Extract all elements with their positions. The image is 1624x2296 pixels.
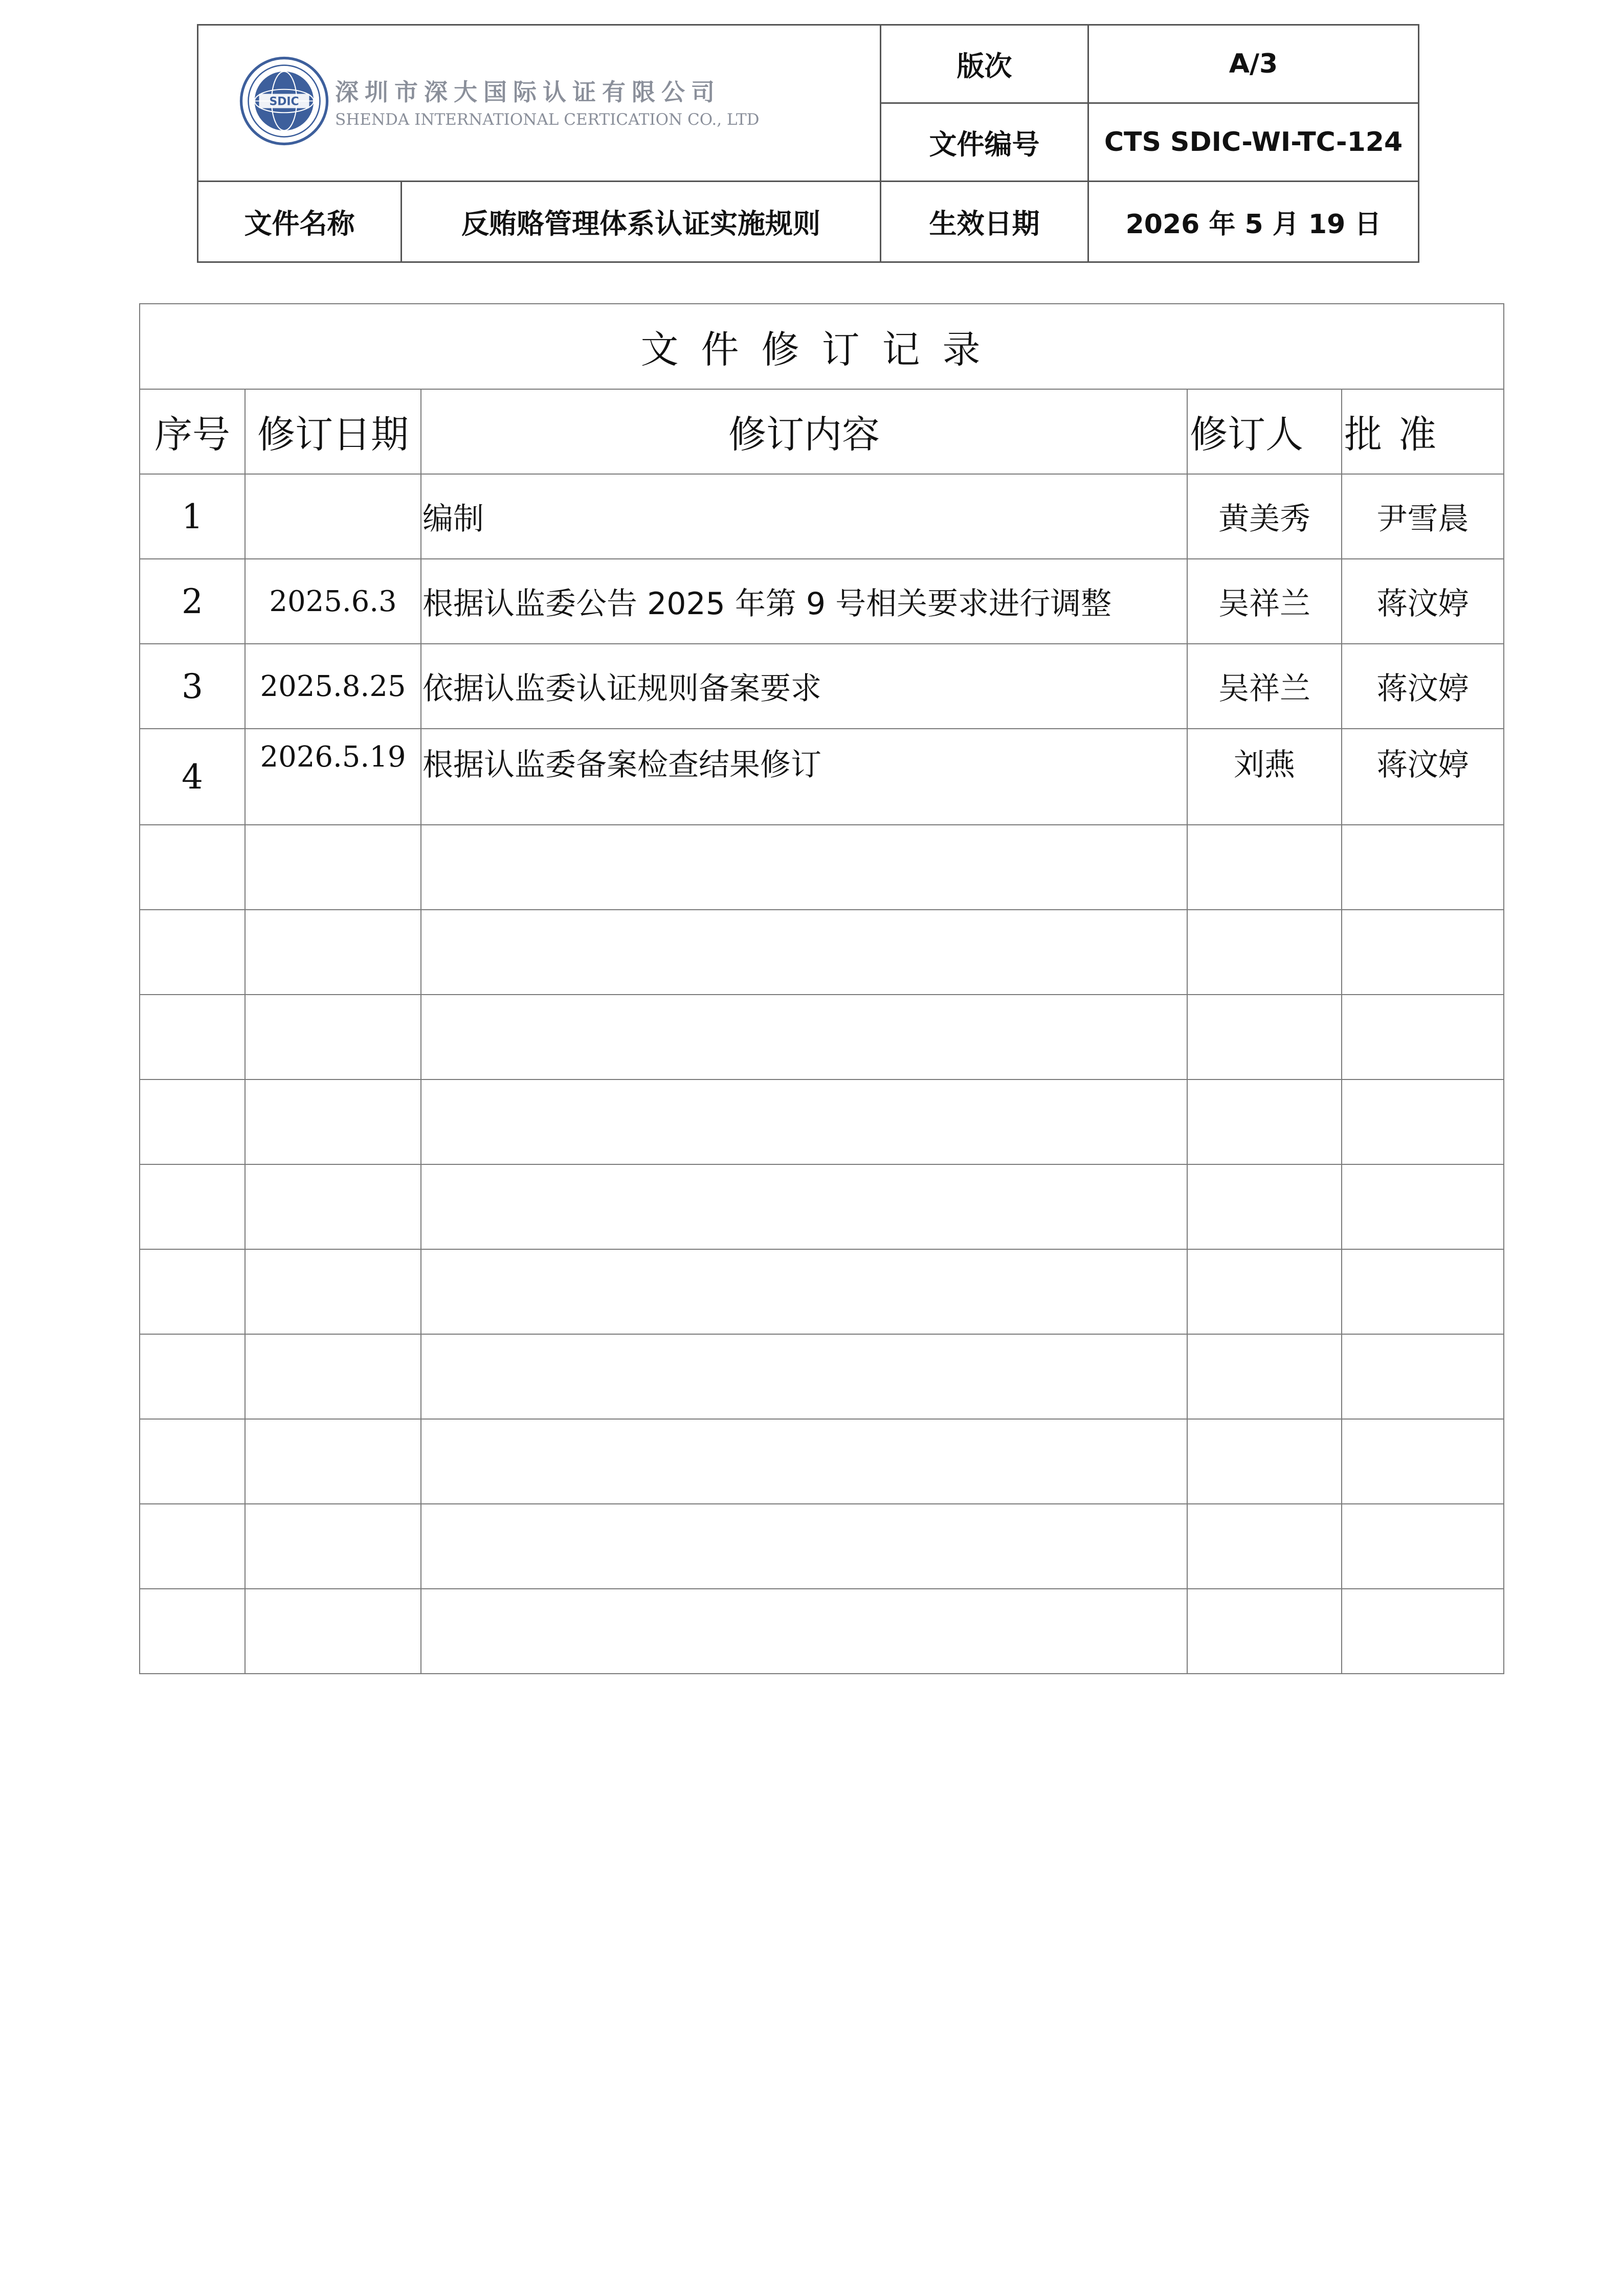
- row-reviser: 刘燕: [1187, 729, 1342, 825]
- row-reviser: 吴祥兰: [1187, 644, 1342, 729]
- row-content: 根据认监委备案检查结果修订: [421, 729, 1187, 825]
- table-row-empty: [140, 1334, 1504, 1419]
- row-date: [245, 1589, 421, 1674]
- row-date: [245, 1164, 421, 1249]
- table-row-empty: [140, 995, 1504, 1079]
- row-content: [421, 995, 1187, 1079]
- table-row: [140, 644, 1504, 729]
- row-reviser: [1187, 1589, 1342, 1674]
- table-row-empty: [140, 825, 1504, 910]
- column-header-date: 修订日期: [245, 389, 421, 474]
- row-approver: [1342, 825, 1504, 910]
- row-reviser: [1187, 1079, 1342, 1164]
- row-date: [245, 1504, 421, 1589]
- row-seq: 3: [140, 644, 245, 729]
- column-header-approver: 批准: [1342, 389, 1504, 474]
- company-name-cn: 深圳市深大国际认证有限公司: [335, 78, 721, 106]
- table-row-empty: [140, 910, 1504, 995]
- row-reviser: [1187, 1419, 1342, 1504]
- row-approver: [1342, 910, 1504, 995]
- table-row: [140, 474, 1504, 559]
- row-content: [421, 825, 1187, 910]
- doc-number-label: 文件编号: [881, 103, 1088, 182]
- row-content: 编制: [421, 474, 1187, 559]
- table-row-empty: [140, 1504, 1504, 1589]
- row-approver: 蒋汶婷: [1342, 559, 1504, 644]
- row-seq: [140, 1419, 245, 1504]
- row-content: [421, 1249, 1187, 1334]
- row-date: [245, 1079, 421, 1164]
- row-reviser: 吴祥兰: [1187, 559, 1342, 644]
- table-row: [140, 559, 1504, 644]
- document-header-table: [197, 24, 1419, 263]
- row-content: [421, 1164, 1187, 1249]
- row-seq: [140, 1589, 245, 1674]
- row-reviser: [1187, 1504, 1342, 1589]
- revision-record-title: 文件修订记录: [140, 304, 1504, 389]
- row-seq: [140, 1164, 245, 1249]
- table-row-empty: [140, 1164, 1504, 1249]
- row-date: [245, 825, 421, 910]
- version-label: 版次: [881, 25, 1088, 103]
- table-row-empty: [140, 1079, 1504, 1164]
- table-row: [140, 729, 1504, 825]
- table-row-empty: [140, 1419, 1504, 1504]
- row-approver: [1342, 1589, 1504, 1674]
- row-approver: [1342, 1334, 1504, 1419]
- row-date: [245, 474, 421, 559]
- row-approver: [1342, 1164, 1504, 1249]
- row-date: 2025.8.25: [245, 644, 421, 729]
- row-approver: [1342, 1079, 1504, 1164]
- logo-text: SDIC: [269, 95, 299, 108]
- row-seq: 2: [140, 559, 245, 644]
- row-reviser: [1187, 1334, 1342, 1419]
- row-date: [245, 995, 421, 1079]
- row-approver: [1342, 1504, 1504, 1589]
- doc-name-value: 反贿赂管理体系认证实施规则: [402, 182, 881, 262]
- row-seq: [140, 910, 245, 995]
- row-content: [421, 1334, 1187, 1419]
- row-reviser: [1187, 1249, 1342, 1334]
- row-seq: [140, 825, 245, 910]
- company-logo: [239, 56, 760, 146]
- effective-date-label: 生效日期: [881, 182, 1088, 262]
- version-value: A/3: [1088, 25, 1419, 103]
- row-reviser: [1187, 995, 1342, 1079]
- row-date: [245, 1419, 421, 1504]
- row-reviser: [1187, 1164, 1342, 1249]
- row-content: 依据认监委认证规则备案要求: [421, 644, 1187, 729]
- company-logo-cell: [198, 25, 881, 182]
- column-header-reviser: 修订人: [1187, 389, 1342, 474]
- row-seq: [140, 995, 245, 1079]
- row-content: [421, 910, 1187, 995]
- row-content: [421, 1079, 1187, 1164]
- company-seal-icon: [239, 56, 329, 146]
- row-seq: 1: [140, 474, 245, 559]
- row-seq: [140, 1504, 245, 1589]
- row-seq: [140, 1079, 245, 1164]
- row-content: [421, 1504, 1187, 1589]
- row-approver: 蒋汶婷: [1342, 729, 1504, 825]
- row-approver: 蒋汶婷: [1342, 644, 1504, 729]
- row-reviser: 黄美秀: [1187, 474, 1342, 559]
- row-seq: 4: [140, 729, 245, 825]
- column-header-content: 修订内容: [421, 389, 1187, 474]
- row-content: 根据认监委公告 2025 年第 9 号相关要求进行调整: [421, 559, 1187, 644]
- row-approver: [1342, 995, 1504, 1079]
- doc-name-label: 文件名称: [198, 182, 402, 262]
- row-seq: [140, 1334, 245, 1419]
- doc-number-value: CTS SDIC-WI-TC-124: [1088, 103, 1419, 182]
- table-row-empty: [140, 1589, 1504, 1674]
- effective-date-value: 2026 年 5 月 19 日: [1088, 182, 1419, 262]
- row-approver: [1342, 1249, 1504, 1334]
- column-header-seq: 序号: [140, 389, 245, 474]
- row-approver: [1342, 1419, 1504, 1504]
- row-content: [421, 1419, 1187, 1504]
- revision-record-body: [140, 474, 1504, 1674]
- row-approver: 尹雪晨: [1342, 474, 1504, 559]
- row-date: 2026.5.19: [245, 729, 421, 825]
- revision-record-table: [139, 303, 1504, 1674]
- company-name-en: SHENDA INTERNATIONAL CERTICATION CO., LTD: [335, 110, 760, 129]
- row-date: [245, 1249, 421, 1334]
- row-date: [245, 910, 421, 995]
- row-content: [421, 1589, 1187, 1674]
- table-row-empty: [140, 1249, 1504, 1334]
- row-seq: [140, 1249, 245, 1334]
- row-date: [245, 1334, 421, 1419]
- row-date: 2025.6.3: [245, 559, 421, 644]
- row-reviser: [1187, 825, 1342, 910]
- row-reviser: [1187, 910, 1342, 995]
